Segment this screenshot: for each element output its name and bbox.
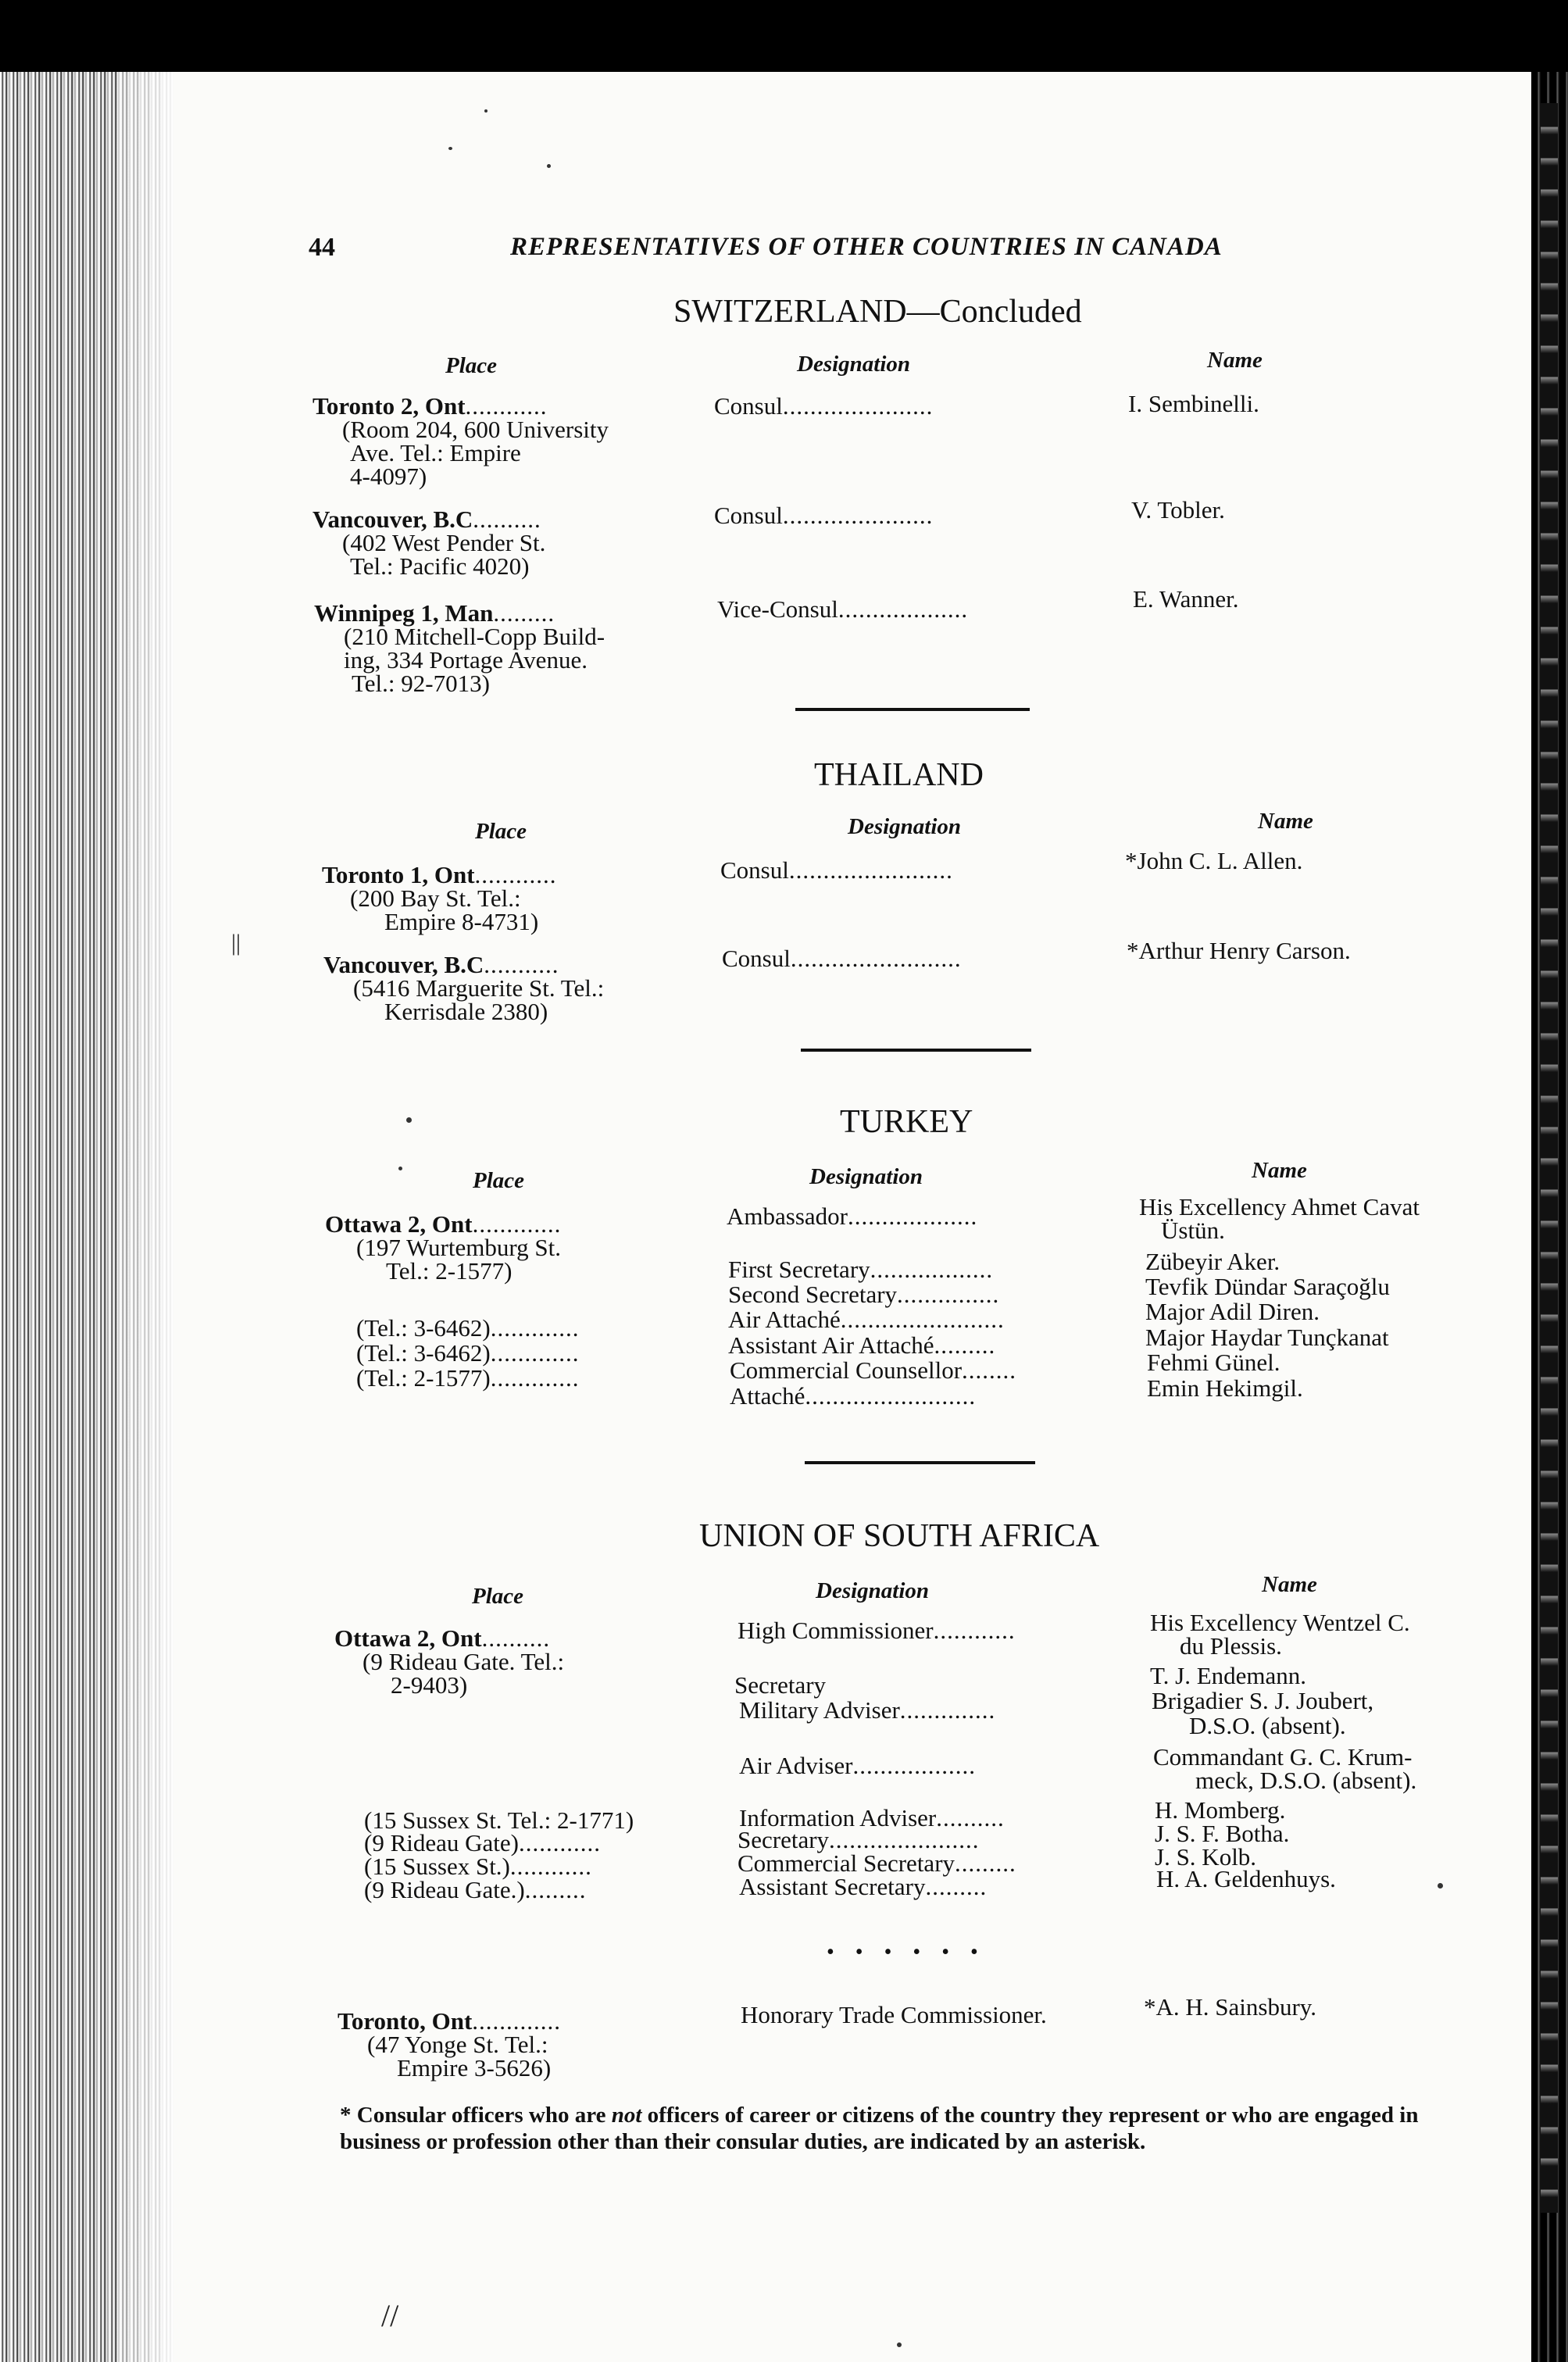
entry-name: Major Adil Diren. — [1145, 1298, 1320, 1325]
entry-name: Fehmi Günel. — [1147, 1349, 1280, 1376]
entry-name: Brigadier S. J. Joubert, — [1152, 1687, 1374, 1714]
entry-sub-place: (Tel.: 3-6462)............. — [356, 1314, 580, 1342]
entry-place: Ottawa 2, Ont — [325, 1210, 473, 1238]
entry-address-line: (402 West Pender St. — [342, 529, 546, 556]
entry-address-line: (210 Mitchell-Copp Build- — [344, 623, 605, 650]
sub-place-text: (Tel.: 2-1577) — [356, 1364, 491, 1392]
section-divider — [795, 708, 1030, 711]
entry-designation: Consul...................... — [714, 502, 934, 529]
designation-text: Second Secretary — [728, 1281, 898, 1308]
entry-name: I. Sembinelli. — [1128, 390, 1259, 417]
footnote-text-after: officers of career or citizens of the country they represent or who are engaged in business or profession other than their consular duties, are indicated by an asterisk. — [340, 2103, 1419, 2154]
entry-address-line: Kerrisdale 2380) — [384, 998, 548, 1025]
designation-text: Vice-Consul — [717, 595, 838, 623]
entry-designation: Information Adviser.......... — [739, 1804, 1005, 1831]
scan-speck — [547, 164, 551, 168]
entry-place-line: Vancouver, B.C........... — [323, 951, 559, 978]
entry-designation: Consul...................... — [714, 392, 934, 420]
entry-address-line: (200 Bay St. Tel.: — [350, 884, 521, 912]
entry-designation: Vice-Consul................... — [717, 595, 969, 623]
scan-speck — [897, 2342, 902, 2347]
entry-designation: Secretary...................... — [738, 1826, 980, 1853]
entry-designation: Commercial Counsellor........ — [730, 1356, 1017, 1384]
designation-text: Consul — [714, 502, 783, 529]
entry-address-line: Tel.: 2-1577) — [386, 1257, 513, 1285]
entry-sub-place: (Tel.: 3-6462)............. — [356, 1339, 580, 1367]
scan-speck — [484, 109, 488, 113]
entry-place: Toronto 1, Ont — [322, 861, 475, 888]
page-edge-strip — [1541, 103, 1558, 2213]
entry-name: T. J. Endemann. — [1150, 1662, 1307, 1689]
entry-designation: Military Adviser.............. — [739, 1696, 996, 1724]
sub-place-text: (9 Rideau Gate.) — [364, 1876, 525, 1903]
section-divider — [801, 1049, 1031, 1052]
designation-text: Consul — [714, 392, 783, 420]
scan-mark: // — [381, 2298, 399, 2333]
entry-name: J. S. Kolb. — [1155, 1843, 1257, 1871]
entry-address-line: Tel.: Pacific 4020) — [350, 552, 530, 580]
entry-place: Toronto, Ont — [338, 2007, 473, 2035]
entry-name: V. Tobler. — [1131, 496, 1225, 523]
footnote — [340, 2102, 1504, 2155]
designation-text: High Commissioner — [738, 1617, 934, 1644]
col-head-designation: Designation — [797, 352, 911, 377]
sub-place-text: (Tel.: 3-6462) — [356, 1339, 491, 1367]
designation-text: Assistant Secretary — [739, 1873, 926, 1900]
designation-text: Consul — [722, 945, 791, 972]
entry-address-line: (9 Rideau Gate. Tel.: — [363, 1648, 565, 1675]
entry-address-line: Empire 3-5626) — [397, 2054, 552, 2081]
col-head-place: Place — [445, 353, 498, 378]
entry-name: E. Wanner. — [1133, 585, 1239, 613]
entry-sub-place: (15 Sussex St. Tel.: 2-1771) — [364, 1806, 634, 1834]
scan-speck — [398, 1167, 402, 1170]
designation-text: Information Adviser — [739, 1804, 937, 1831]
entry-address-line: (47 Yonge St. Tel.: — [367, 2031, 548, 2058]
col-head-place: Place — [473, 1168, 525, 1193]
section-title-thailand: THAILAND — [814, 757, 984, 793]
entry-designation: Air Attaché........................ — [728, 1306, 1005, 1333]
entry-name: Emin Hekimgil. — [1147, 1374, 1303, 1402]
entry-name: J. S. F. Botha. — [1155, 1820, 1290, 1847]
entry-designation: First Secretary.................. — [728, 1256, 994, 1283]
running-head — [309, 233, 1348, 272]
designation-text: Air Attaché — [728, 1306, 841, 1333]
entry-place: Vancouver, B.C — [313, 506, 473, 533]
spine-shadow — [117, 72, 173, 2362]
entry-name: Zübeyir Aker. — [1145, 1248, 1280, 1275]
entry-address-line: (197 Wurtemburg St. — [356, 1234, 561, 1261]
entry-name-cont: Üstün. — [1161, 1217, 1225, 1244]
entry-name: *A. H. Sainsbury. — [1144, 1993, 1317, 2021]
sub-place-text: (Tel.: 3-6462) — [356, 1314, 491, 1342]
entry-place-line: Toronto 1, Ont............ — [322, 861, 557, 888]
entry-name: Tevfik Dündar Saraçoğlu — [1145, 1273, 1390, 1300]
col-head-place: Place — [475, 819, 527, 844]
running-title: REPRESENTATIVES OF OTHER COUNTRIES IN CANADA — [510, 233, 1223, 261]
entry-name: Commandant G. C. Krum- — [1153, 1743, 1413, 1771]
entry-name: *John C. L. Allen. — [1125, 847, 1303, 874]
entry-place-line: Toronto, Ont............. — [338, 2007, 562, 2035]
col-head-name: Name — [1207, 348, 1263, 373]
entry-sub-place: (15 Sussex St.)............ — [364, 1853, 592, 1880]
designation-text: Secretary — [738, 1826, 830, 1853]
entry-name-cont: D.S.O. (absent). — [1189, 1712, 1346, 1739]
designation-text: Commercial Counsellor — [730, 1356, 963, 1384]
entry-address-line: Ave. Tel.: Empire — [350, 439, 521, 466]
entry-address-line: ing, 334 Portage Avenue. — [344, 646, 588, 674]
entry-designation: Consul......................... — [722, 945, 962, 972]
entry-sub-place: (9 Rideau Gate.)......... — [364, 1876, 587, 1903]
sub-place-text: (15 Sussex St.) — [364, 1853, 510, 1880]
entry-designation: Attaché......................... — [730, 1382, 977, 1410]
entry-designation: Honorary Trade Commissioner. — [741, 2001, 1047, 2028]
separator-dots: • • • • • • — [827, 1940, 986, 1964]
scan-speck — [448, 147, 452, 150]
entry-designation: High Commissioner............ — [738, 1617, 1016, 1644]
designation-text: Ambassador — [727, 1202, 848, 1230]
entry-sub-place: (9 Rideau Gate)............ — [364, 1829, 601, 1856]
entry-address-line: Tel.: 92-7013) — [352, 670, 490, 697]
entry-designation: Assistant Secretary......... — [739, 1873, 988, 1900]
entry-address-line: (Room 204, 600 University — [342, 416, 609, 443]
entry-place-line: Vancouver, B.C.......... — [313, 506, 541, 533]
entry-address-line: (5416 Marguerite St. Tel.: — [353, 974, 605, 1002]
scan-speck — [406, 1117, 412, 1123]
section-title-switzerland: SWITZERLAND—Concluded — [673, 294, 1082, 330]
entry-place: Toronto 2, Ont — [313, 392, 466, 420]
scan-speck — [1438, 1883, 1443, 1889]
col-head-name: Name — [1262, 1572, 1317, 1597]
entry-name: His Excellency Wentzel C. — [1150, 1609, 1410, 1636]
entry-name: Major Haydar Tunçkanat — [1145, 1324, 1389, 1351]
entry-name-cont: du Plessis. — [1180, 1632, 1282, 1660]
entry-designation: Consul........................ — [720, 856, 953, 884]
col-head-name: Name — [1252, 1158, 1307, 1183]
section-divider — [805, 1461, 1035, 1464]
col-head-place: Place — [472, 1584, 524, 1609]
entry-name: H. A. Geldenhuys. — [1156, 1865, 1336, 1892]
designation-text: Military Adviser — [739, 1696, 900, 1724]
col-head-designation: Designation — [848, 814, 962, 839]
designation-text: Attaché — [730, 1382, 805, 1410]
entry-name: H. Momberg. — [1155, 1796, 1286, 1824]
col-head-designation: Designation — [809, 1164, 923, 1189]
entry-sub-place: (Tel.: 2-1577)............. — [356, 1364, 580, 1392]
entry-name: His Excellency Ahmet Cavat — [1139, 1193, 1420, 1220]
entry-place-line: Ottawa 2, Ont.......... — [334, 1624, 551, 1652]
entry-address-line: 2-9403) — [391, 1671, 468, 1699]
entry-designation: Second Secretary............... — [728, 1281, 1000, 1308]
entry-address-line: Empire 8-4731) — [384, 908, 539, 935]
entry-place: Ottawa 2, Ont — [334, 1624, 482, 1652]
section-title-south-africa: UNION OF SOUTH AFRICA — [699, 1518, 1100, 1554]
entry-address-line: 4-4097) — [350, 463, 427, 490]
designation-text: Consul — [720, 856, 789, 884]
entry-designation: Secretary — [734, 1671, 827, 1699]
section-title-turkey: TURKEY — [840, 1104, 973, 1140]
entry-designation: Assistant Air Attaché......... — [728, 1331, 996, 1359]
sub-place-text: (9 Rideau Gate) — [364, 1829, 519, 1856]
col-head-designation: Designation — [816, 1578, 930, 1603]
entry-place-line: Winnipeg 1, Man......... — [314, 599, 555, 627]
page-number: 44 — [309, 233, 335, 262]
designation-text: Assistant Air Attaché — [728, 1331, 934, 1359]
entry-designation: Ambassador................... — [727, 1202, 978, 1230]
entry-place: Vancouver, B.C — [323, 951, 484, 978]
entry-place: Winnipeg 1, Man — [314, 599, 494, 627]
designation-text: Air Adviser — [739, 1752, 853, 1779]
scan-right-border — [1531, 72, 1568, 2362]
entry-place-line: Toronto 2, Ont............ — [313, 392, 548, 420]
footnote-text-before: * Consular officers who are — [340, 2103, 612, 2128]
designation-text: First Secretary — [728, 1256, 870, 1283]
designation-text: Commercial Secretary — [738, 1849, 955, 1877]
entry-designation: Commercial Secretary......... — [738, 1849, 1016, 1877]
scan-top-border — [0, 0, 1568, 72]
entry-name-cont: meck, D.S.O. (absent). — [1195, 1767, 1417, 1794]
scan-mark: || — [231, 930, 241, 956]
col-head-name: Name — [1258, 809, 1313, 834]
footnote-emphasis: not — [611, 2103, 642, 2128]
entry-designation: Air Adviser.................. — [739, 1752, 977, 1779]
entry-place-line: Ottawa 2, Ont............. — [325, 1210, 562, 1238]
entry-name: *Arthur Henry Carson. — [1127, 937, 1351, 964]
